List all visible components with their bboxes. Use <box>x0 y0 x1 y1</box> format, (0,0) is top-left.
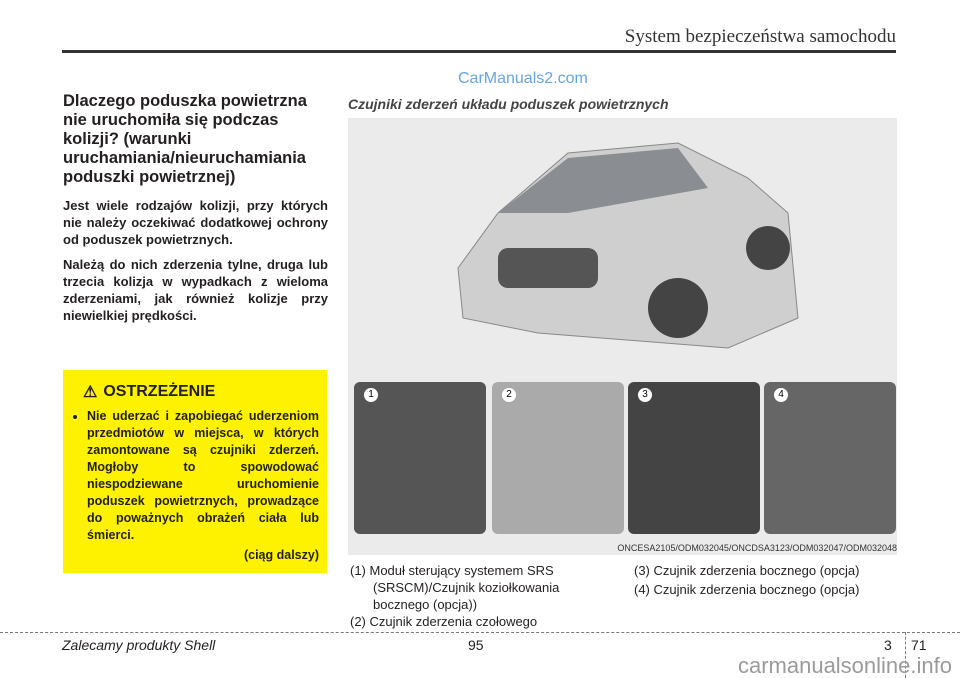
car-illustration <box>348 118 897 378</box>
label-3: 3 <box>638 388 652 402</box>
thumbnail-1 <box>354 382 486 534</box>
chapter-number: 3 <box>884 637 892 653</box>
warning-title: OSTRZEŻENIE <box>103 383 216 400</box>
warning-box <box>63 370 327 573</box>
caption-3: (3) Czujnik zderzenia bocznego (opcja) <box>634 563 860 578</box>
left-column <box>63 92 328 332</box>
caption-1b: (SRSCM)/Czujnik koziołkowania <box>373 580 560 595</box>
label-2: 2 <box>502 388 516 402</box>
continued-label: (ciąg dalszy) <box>243 548 319 562</box>
section-title: Czujniki zderzeń układu poduszek powietrznych <box>348 96 669 112</box>
caption-1c: bocznego (opcja)) <box>373 597 478 612</box>
footer-left: Zalecamy produkty Shell <box>62 637 216 653</box>
caption-2: (2) Czujnik zderzenia czołowego <box>350 614 538 629</box>
caption-4: (4) Czujnik zderzenia bocznego (opcja) <box>634 582 860 597</box>
label-1: 1 <box>364 388 378 402</box>
header-title: System bezpieczeństwa samochodu <box>624 26 896 47</box>
thumbnail-2 <box>492 382 624 534</box>
header-rule <box>62 50 896 53</box>
caption-1: (1) Moduł sterujący systemem SRS <box>350 563 554 578</box>
page-number: 71 <box>911 637 927 653</box>
thumbnail-4 <box>764 382 896 534</box>
label-4: 4 <box>774 388 788 402</box>
paragraph: Należą do nich zderzenia tylne, druga lub trzecia kolizja w wypadkach z wieloma zderzeniami, jak również kolizje przy niewielkiej prędkości. <box>63 257 328 323</box>
footer-rule <box>0 632 960 633</box>
warning-text: • Nie uderzać i zapobiegać uderzeniom przedmiotów w miejsca, w których zamontowane są czujniki zderzeń. Mogłoby to spowodować niespodziewane uruchomienie poduszek powietrznych, prowadzące do poważnych obrażeń ciała lub śmierci. <box>87 408 319 544</box>
sensor-figure <box>348 118 897 555</box>
paragraph: Jest wiele rodzajów kolizji, przy których nie należy oczekiwać dodatkowej ochrony od poduszek powietrznych. <box>63 198 328 247</box>
site-watermark: carmanualsonline.info <box>737 653 952 678</box>
watermark: CarManuals2.com <box>458 70 588 87</box>
heading: Dlaczego poduszka powietrzna nie uruchomiła się podczas kolizji? (warunki uruchamiania/nieuruchamiania poduszki powietrznej) <box>63 92 307 186</box>
figure-code: ONCESA2105/ODM032045/ONCDSA3123/ODM032047/ODM032048 <box>617 543 897 553</box>
warning-icon: ⚠ <box>83 384 98 401</box>
thumbnail-3 <box>628 382 760 534</box>
footer-center: 95 <box>468 637 484 653</box>
